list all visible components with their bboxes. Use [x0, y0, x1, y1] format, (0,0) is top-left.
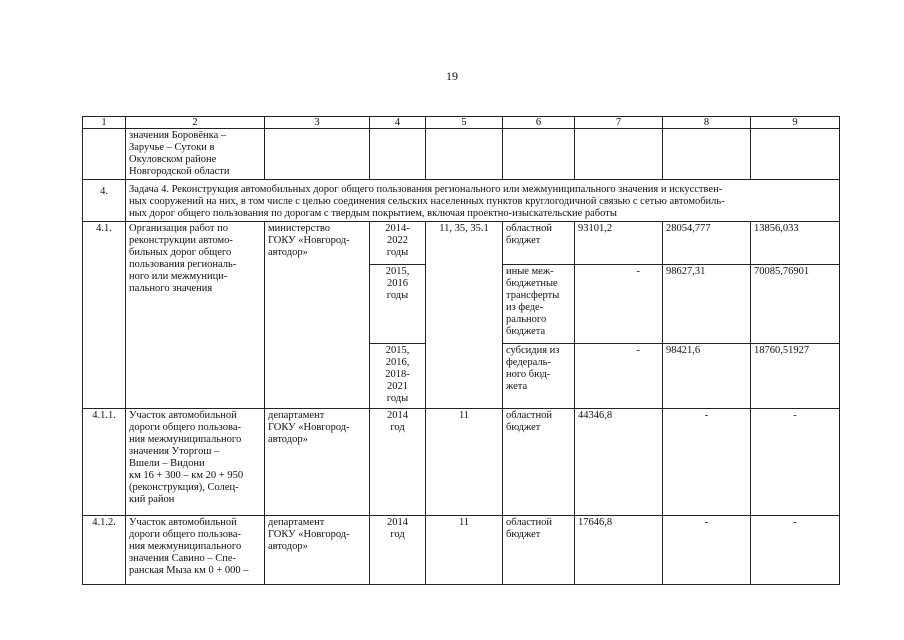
item-number: 4.1.2. — [83, 516, 126, 585]
item-row — [83, 222, 840, 265]
item-source: субсидия из федераль- ного бюд- жета — [503, 344, 575, 409]
item-source: областной бюджет — [503, 516, 575, 585]
item-source: областной бюджет — [503, 409, 575, 516]
item-years: 2015, 2016 годы — [370, 265, 426, 344]
task-number: 4. — [83, 180, 126, 222]
column-number: 7 — [575, 117, 663, 129]
column-number: 5 — [426, 117, 503, 129]
column-number: 4 — [370, 117, 426, 129]
column-number: 1 — [83, 117, 126, 129]
item-indicators: 11 — [426, 409, 503, 516]
item-value-9: - — [751, 516, 840, 585]
item-value-8: - — [663, 409, 751, 516]
item-row — [83, 516, 840, 585]
column-number: 6 — [503, 117, 575, 129]
item-row — [83, 409, 840, 516]
column-number: 9 — [751, 117, 840, 129]
item-years: 2014 год — [370, 409, 426, 516]
continuation-text: значения Боровёнка – Заручье – Сутоки в Окуловском районе Новгородской области — [126, 129, 265, 180]
item-years: 2015, 2016, 2018- 2021 годы — [370, 344, 426, 409]
column-number-row — [83, 117, 840, 129]
item-value-9: 13856,033 — [751, 222, 840, 265]
item-indicators: 11 — [426, 516, 503, 585]
item-value-8: 98421,6 — [663, 344, 751, 409]
item-executor: департамент ГОКУ «Новгород- автодор» — [265, 409, 370, 516]
column-number: 8 — [663, 117, 751, 129]
item-value-7: - — [575, 344, 663, 409]
item-name: Участок автомобильной дороги общего пользова- ния межмуниципального значения Уторгош – Вшели – Видони км 16 + 300 – км 20 + 950 (реконструкция), Солец- кий район — [126, 409, 265, 516]
item-value-7: - — [575, 265, 663, 344]
item-number: 4.1. — [83, 222, 126, 409]
item-value-8: 28054,777 — [663, 222, 751, 265]
task-text: Задача 4. Реконструкция автомобильных дорог общего пользования регионального или межмуниципального значения и искусствен- ных сооружений на них, в том числе с целью соединения сельских населенных пунктов круглогодичной связью с сетью автомобиль- ных дорог общего пользования по дорогам с твердым покрытием, включая проектно-изыскательские работы — [126, 180, 840, 222]
item-years: 2014- 2022 годы — [370, 222, 426, 265]
item-source: иные меж- бюджетные трансферты из феде- рального бюджета — [503, 265, 575, 344]
item-indicators: 11, 35, 35.1 — [426, 222, 503, 409]
column-number: 2 — [126, 117, 265, 129]
item-name: Участок автомобильной дороги общего пользова- ния межмуниципального значения Савино – Спе- ранская Мыза км 0 + 000 – — [126, 516, 265, 585]
item-name: Организация работ по реконструкции автомо- бильных дорог общего пользования региональ- ного или межмуници- пального значения — [126, 222, 265, 409]
task-row — [83, 180, 840, 222]
item-number: 4.1.1. — [83, 409, 126, 516]
item-years: 2014 год — [370, 516, 426, 585]
item-value-9: 70085,76901 — [751, 265, 840, 344]
item-source: областной бюджет — [503, 222, 575, 265]
program-table — [82, 116, 840, 585]
item-value-7: 44346,8 — [575, 409, 663, 516]
item-value-9: 18760,51927 — [751, 344, 840, 409]
column-number: 3 — [265, 117, 370, 129]
item-executor: министерство ГОКУ «Новгород- автодор» — [265, 222, 370, 409]
item-executor: департамент ГОКУ «Новгород- автодор» — [265, 516, 370, 585]
item-value-9: - — [751, 409, 840, 516]
page-number: 19 — [446, 69, 458, 83]
continuation-row — [83, 129, 840, 180]
item-value-8: - — [663, 516, 751, 585]
item-value-7: 93101,2 — [575, 222, 663, 265]
item-value-7: 17646,8 — [575, 516, 663, 585]
item-value-8: 98627,31 — [663, 265, 751, 344]
